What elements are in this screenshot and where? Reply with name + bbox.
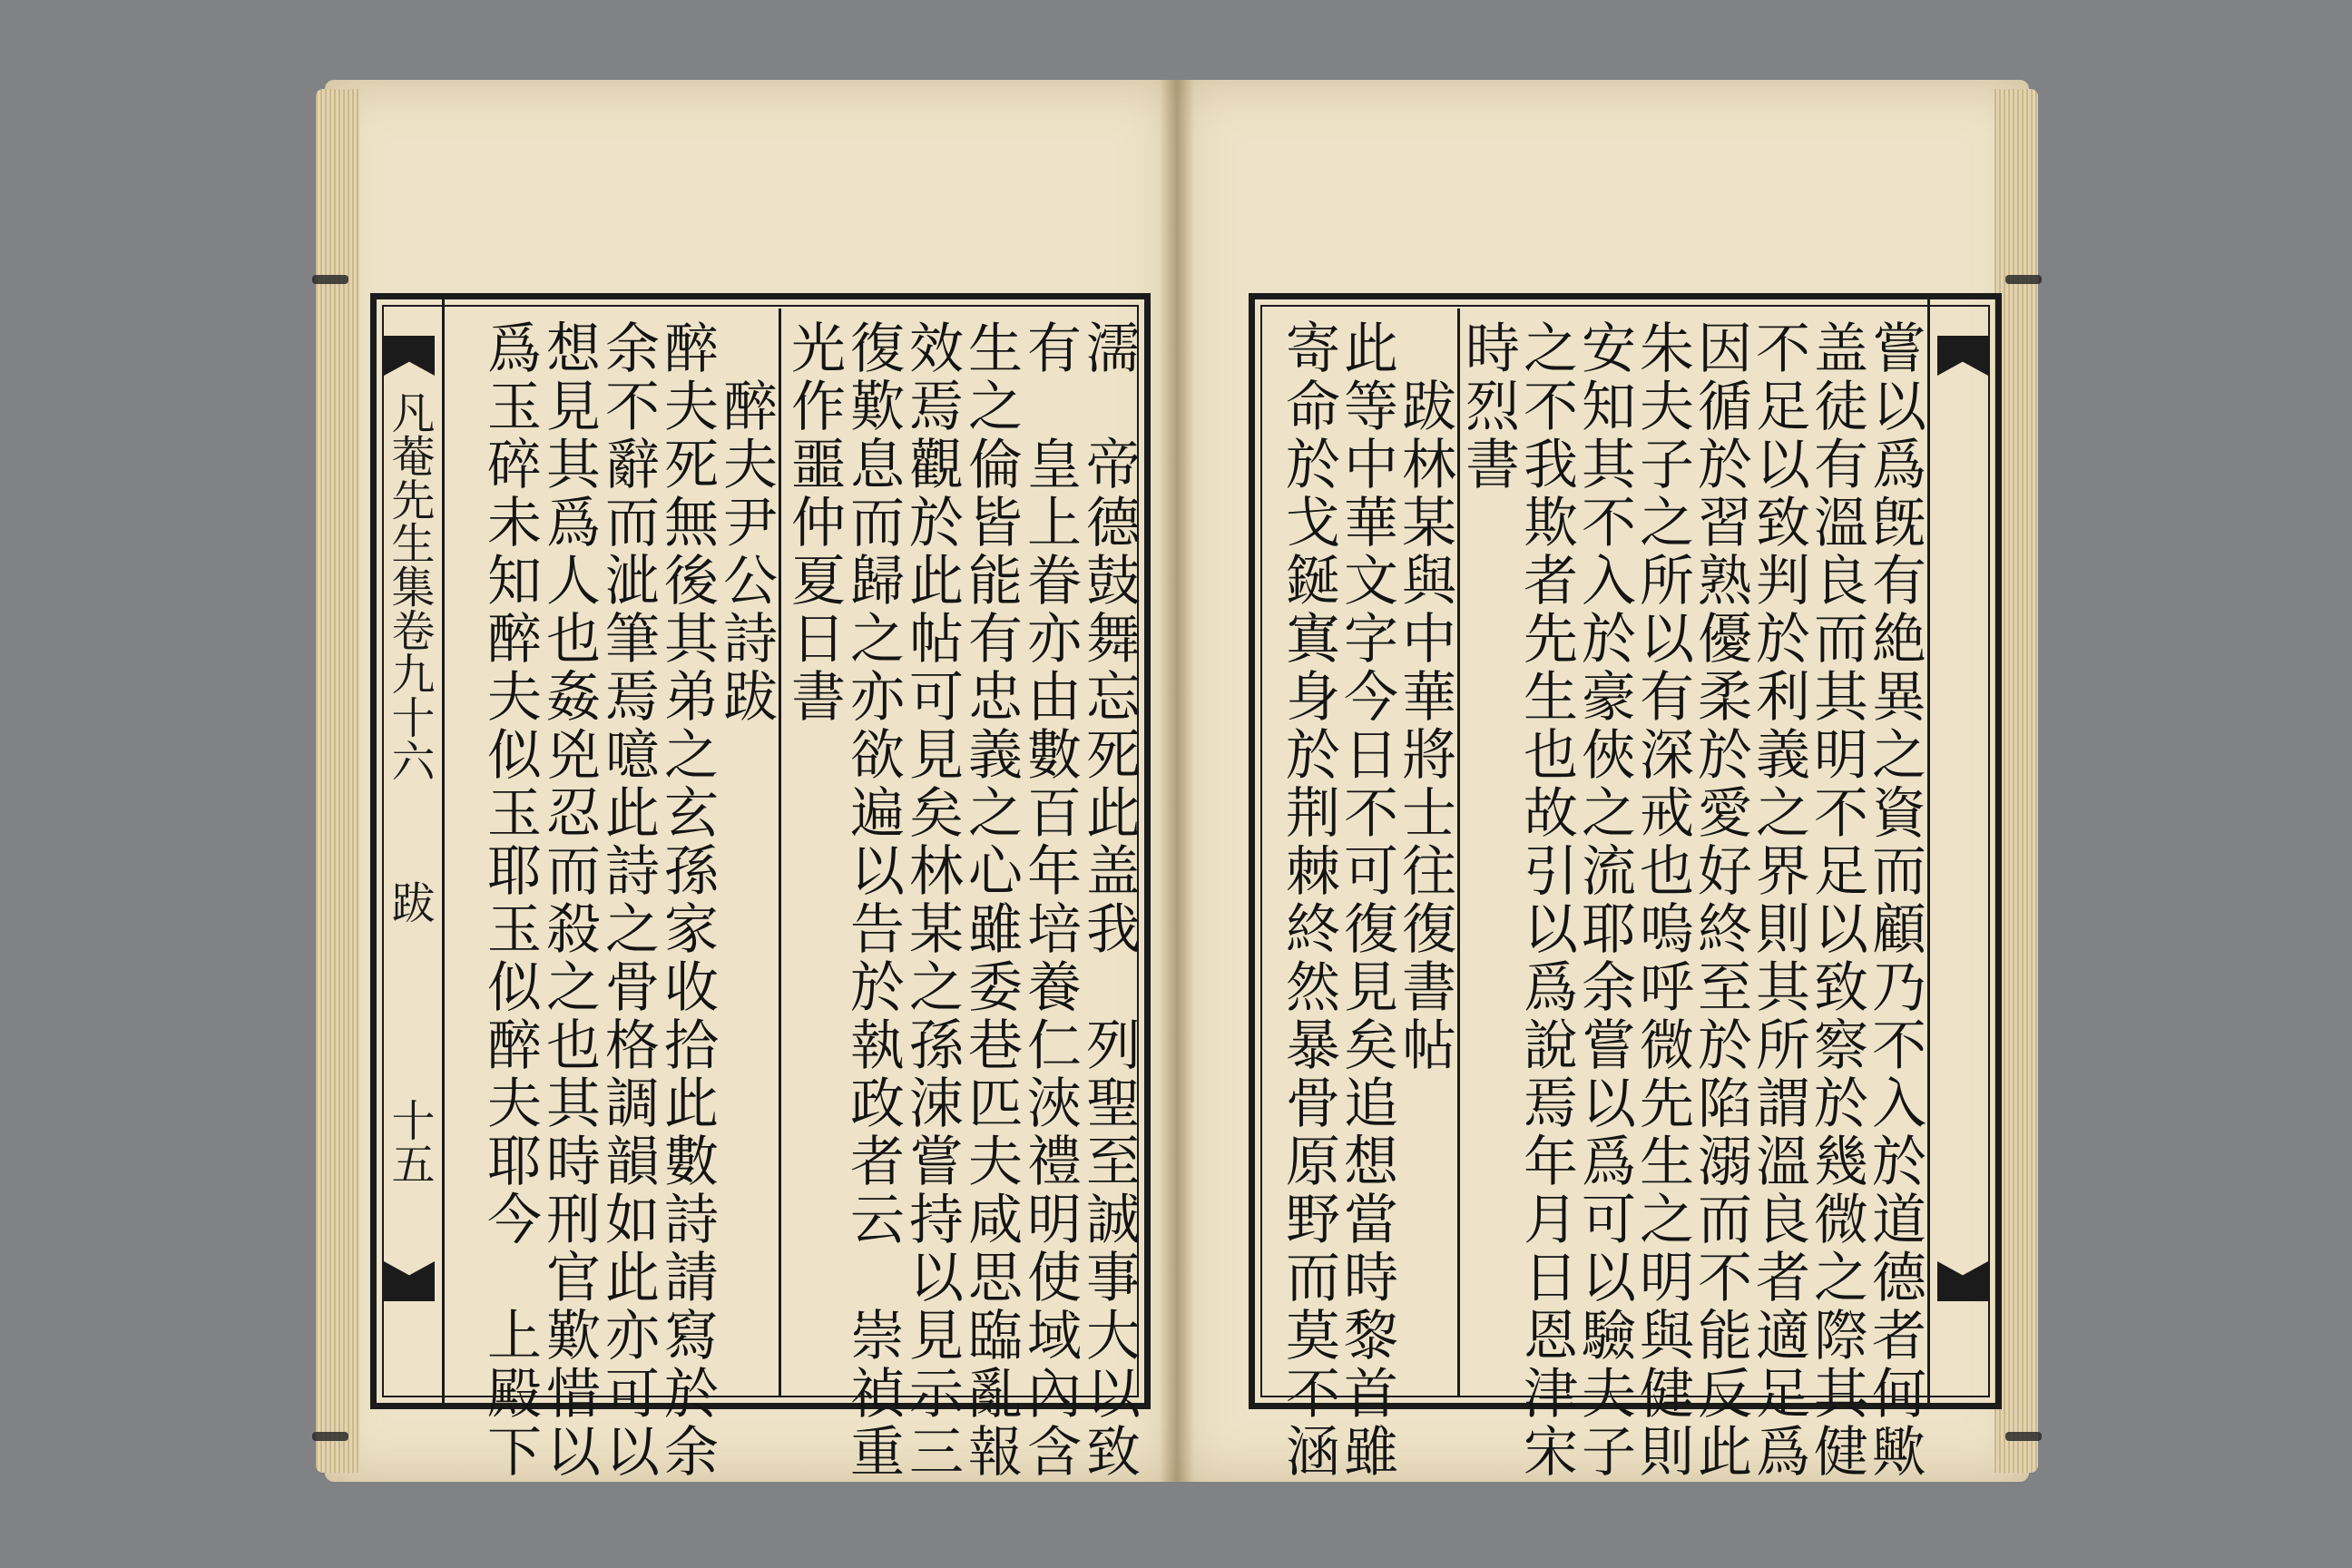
section-label: 跋 — [384, 880, 435, 924]
lower-fish-tail-mark — [1937, 1261, 1988, 1301]
text-column: 有 皇上眷亦由數百年培養仁浹禮明使域內含 — [1018, 319, 1082, 1481]
text-column: 效焉觀於此帖可見矣林某之孫涑嘗持以見示三 — [900, 319, 964, 1481]
text-column: 光作噩仲夏日書 — [782, 319, 846, 726]
text-column: 復歎息而歸之亦欲遍以告於執政者云 崇禎重 — [841, 319, 905, 1481]
text-column: 想見其爲人也姦兇忍而殺之也其時刑官歎惜以 — [537, 319, 601, 1481]
text-column: 醉夫尹公詩跋 — [714, 319, 778, 726]
left-page-edge — [316, 89, 359, 1473]
text-column: 時烈書 — [1456, 319, 1520, 494]
fold-margin — [377, 299, 445, 1403]
binding-thread — [2005, 275, 2042, 284]
open-book — [325, 80, 2029, 1482]
text-column: 爲玉碎未知醉夫似玉耶玉似醉夫耶今 上殿下 — [478, 319, 542, 1481]
text-column: 之不我欺者先生也故引以爲說焉年月日恩津宋 — [1514, 319, 1578, 1481]
column-rule — [779, 309, 781, 1397]
binding-thread — [2005, 1432, 2042, 1441]
book-title-margin: 凡菴先生集卷九十六 — [384, 390, 435, 782]
text-column: 醉夫死無後其弟之玄孫家收拾此數詩請寫於余 — [655, 319, 719, 1481]
text-column: 寄命於戈鋋寘身於荆棘終然暴骨原野而莫不涵 — [1277, 319, 1340, 1481]
binding-thread — [312, 275, 348, 284]
text-column: 濡 帝德鼓舞忘死此盖我 列聖至誠事大以致 — [1077, 319, 1141, 1481]
lower-fish-tail-mark — [384, 1261, 435, 1301]
text-column: 跋林某與中華將士往復書帖 — [1393, 319, 1456, 1074]
page-number: 十五 — [384, 1098, 435, 1185]
text-column: 此等中華文字今日不可復見矣追想當時黎首雖 — [1335, 319, 1398, 1481]
text-column: 余不辭而泚筆焉噫此詩之骨格調韻如此亦可以 — [596, 319, 660, 1481]
column-rule — [1457, 309, 1460, 1397]
book-gutter — [1160, 80, 1194, 1482]
left-text-frame — [370, 293, 1151, 1481]
text-column: 盖徒有溫良而其明不足以致察於幾微之際其健 — [1805, 319, 1868, 1481]
text-column: 不足以致判於利義之界則其所謂溫良者適足爲 — [1747, 319, 1810, 1481]
text-column: 生之倫皆能有忠義之心雖委巷匹夫咸思臨亂報 — [959, 319, 1023, 1481]
text-column: 朱夫子之所以有深戒也嗚呼微先生之明與健則 — [1631, 319, 1694, 1481]
upper-fish-tail-mark — [1937, 336, 1988, 376]
binding-thread — [312, 1432, 348, 1441]
right-text-frame — [1249, 293, 2002, 1481]
fold-margin-right — [1927, 299, 1995, 1403]
text-column: 嘗以爲旣有絶異之資而顧乃不入於道德者何歟 — [1863, 319, 1926, 1481]
text-column: 安知其不入於豪俠之流耶余嘗以爲可以驗夫子 — [1573, 319, 1636, 1481]
text-column: 因循於習熟優柔於愛好終至於陷溺而不能反此 — [1689, 319, 1752, 1481]
left-page — [325, 80, 1177, 1482]
upper-fish-tail-mark — [384, 336, 435, 376]
